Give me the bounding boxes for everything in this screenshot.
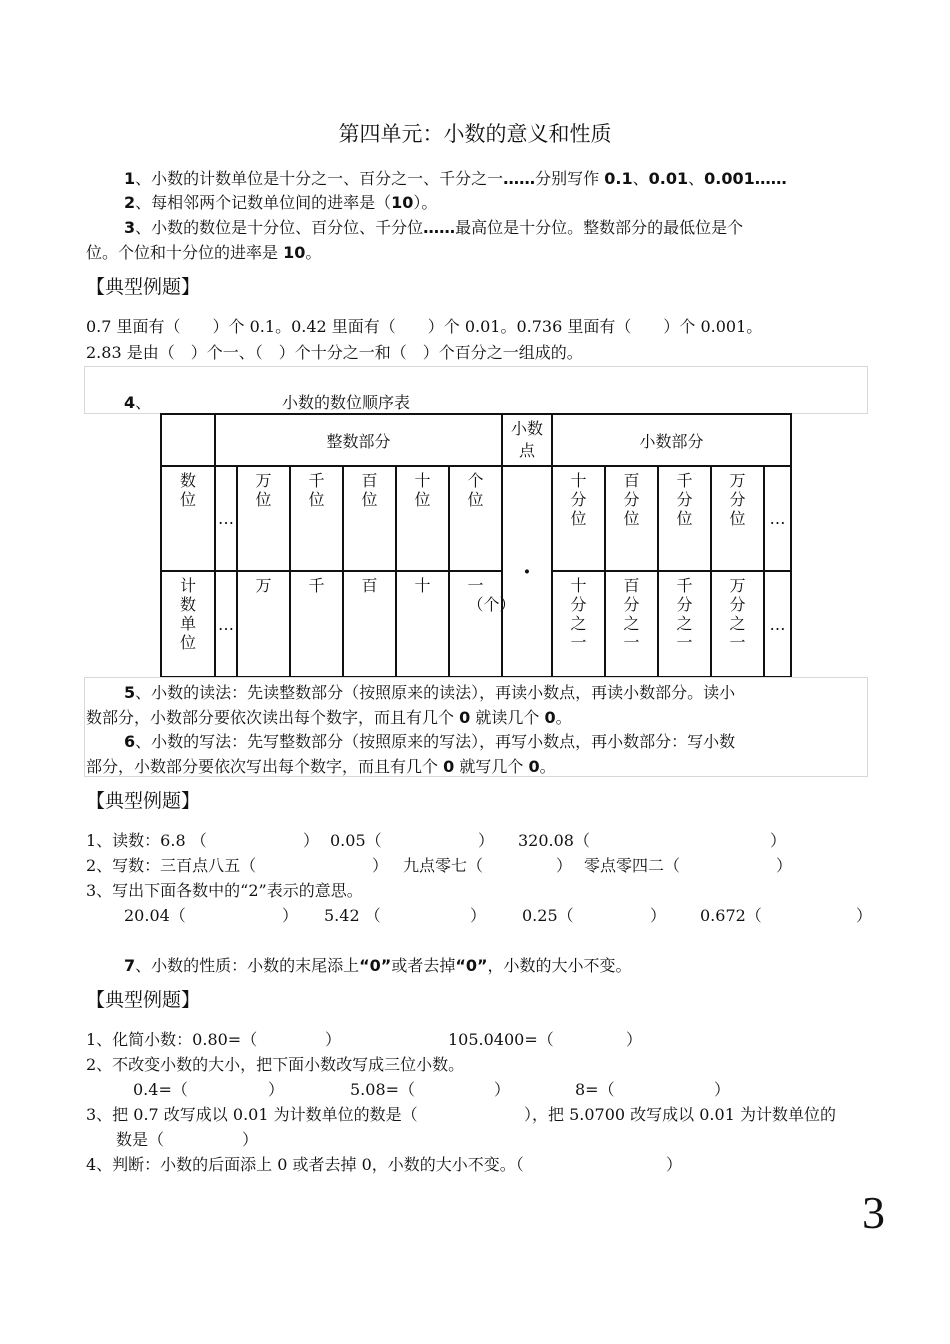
place-cell: 千位 <box>290 466 343 571</box>
rule-number: 5 <box>124 683 136 702</box>
place-cell: 十位 <box>396 466 449 571</box>
rule-text: 。 <box>305 243 322 262</box>
rule-text: 分别写作 <box>535 169 600 188</box>
bracket: ） <box>242 1130 259 1149</box>
rule-text: 。 <box>539 757 556 776</box>
rule-text: 位。个位和十分位的进率是 <box>86 243 279 262</box>
rule-text: 、每相邻两个记数单位间的进率是（ <box>135 193 392 212</box>
rule-3-continued <box>86 240 321 263</box>
place-cell: 百分位 <box>605 466 658 571</box>
unit-cell: 十分之一 <box>552 571 605 677</box>
bracket: ） <box>470 906 487 925</box>
decimal-point-header: 小数点 <box>502 414 552 466</box>
value: 0.01 <box>648 169 689 188</box>
bracket: ） <box>325 1030 342 1049</box>
rule-text: 部分，小数部分要依次写出每个数字，而且有几个 <box>86 757 439 776</box>
example-heading: 【典型例题】 <box>86 790 201 812</box>
example-line: 2、不改变小数的大小，把下面小数改写成三位小数。 <box>86 1055 465 1074</box>
example-line: ），把 5.0700 改写成以 0.01 为计数单位的 <box>524 1105 836 1124</box>
rule-5-continued <box>86 705 572 728</box>
value: 0 <box>459 708 471 727</box>
value: 0 <box>528 757 540 776</box>
example-line: 320.08（ <box>518 831 590 850</box>
rule-text: 就写几个 <box>459 757 524 776</box>
rule-number: 1 <box>124 169 136 188</box>
bracket: ） <box>856 906 873 925</box>
rule-text: 或者去掉 <box>391 956 456 975</box>
example-line: 1、读数：6.8 （ <box>86 831 207 850</box>
rule-text: ）。 <box>413 193 438 212</box>
value: 0 <box>544 708 556 727</box>
rule-number: 3 <box>124 218 136 237</box>
ellipsis: …… <box>503 169 536 188</box>
bracket: ） <box>282 906 299 925</box>
table-caption-box <box>84 366 868 414</box>
bracket: ） <box>494 1080 511 1099</box>
example-line: 0.672（ <box>700 906 762 925</box>
unit-cell: 百 <box>343 571 396 677</box>
example-line: 数是（ <box>116 1130 165 1149</box>
rule-text: ，小数的大小不变。 <box>487 956 632 975</box>
place-cell: 百位 <box>343 466 396 571</box>
value: 0.1 <box>604 169 633 188</box>
value: 10 <box>391 193 414 212</box>
table-corner <box>161 414 215 466</box>
rule-text: 。 <box>555 708 572 727</box>
bracket: ） <box>650 906 667 925</box>
row-label-places: 数位 <box>161 466 215 571</box>
bracket: ） <box>303 831 320 850</box>
example-line: 20.04（ <box>124 906 186 925</box>
table-caption <box>124 390 151 413</box>
page-title: 第四单元：小数的意义和性质 <box>338 122 612 146</box>
rule-number: 6 <box>124 732 136 751</box>
rule-5 <box>124 680 735 703</box>
bracket: ） <box>372 856 389 875</box>
rule-number: 4 <box>124 393 136 412</box>
value: “0” <box>455 956 488 975</box>
separator: 、 <box>632 169 649 188</box>
place-cell: 万位 <box>237 466 290 571</box>
ellipsis-cell: … <box>764 571 791 677</box>
example-line: 4、判断：小数的后面添上 0 或者去掉 0，小数的大小不变。（ <box>86 1155 524 1174</box>
rule-text: 、小数的性质：小数的末尾添上 <box>135 956 360 975</box>
unit-cell: 千分之一 <box>658 571 711 677</box>
example-line: 2、写数：三百点八五（ <box>86 856 257 875</box>
rule-text: 、小数的计数单位是十分之一、百分之一、千分之一 <box>135 169 504 188</box>
unit-cell: 万分之一 <box>711 571 764 677</box>
rule-text: 最高位是十分位。整数部分的最低位是个 <box>455 218 744 237</box>
unit-cell: 千 <box>290 571 343 677</box>
example-line: 0.4=（ <box>133 1080 188 1099</box>
place-cell: 个位 <box>449 466 502 571</box>
decimal-point-dot: · <box>502 466 552 677</box>
rule-text: 、小数的读法：先读整数部分（按照原来的读法），再读小数点，再读小数部分。读小 <box>135 683 736 702</box>
example-line: 5.08=（ <box>350 1080 416 1099</box>
rule-7 <box>124 953 632 976</box>
ellipsis: …… <box>423 218 456 237</box>
bracket: ） <box>770 831 787 850</box>
unit-cell: 十 <box>396 571 449 677</box>
ellipsis-cell: … <box>215 466 237 571</box>
place-value-table <box>160 413 792 678</box>
value: 10 <box>283 243 306 262</box>
example-heading: 【典型例题】 <box>86 989 201 1011</box>
rule-text: 、小数的数位是十分位、百分位、千分位 <box>135 218 424 237</box>
ellipsis-cell: … <box>215 571 237 677</box>
example-line: 0.7 里面有（ ）个 0.1。0.42 里面有（ ）个 0.01。0.736 里面有（ ）个 0.001。 <box>86 317 763 336</box>
place-cell: 千分位 <box>658 466 711 571</box>
rule-text: 数部分，小数部分要依次读出每个数字，而且有几个 <box>86 708 455 727</box>
integer-part-header: 整数部分 <box>215 414 502 466</box>
value: 0 <box>443 757 455 776</box>
rule-3 <box>124 215 743 238</box>
rule-1 <box>124 166 787 189</box>
bracket: ） <box>776 856 793 875</box>
example-line: 3、写出下面各数中的“2”表示的意思。 <box>86 881 363 900</box>
bracket: ） <box>626 1030 643 1049</box>
decimal-part-header: 小数部分 <box>552 414 791 466</box>
example-line: 2.83 是由（ ）个一、（ ）个十分之一和（ ）个百分之一组成的。 <box>86 343 583 362</box>
bracket: ） <box>478 831 495 850</box>
place-cell: 十分位 <box>552 466 605 571</box>
example-line: 5.42 （ <box>324 906 381 925</box>
rule-text: 就读几个 <box>475 708 540 727</box>
ellipsis-cell: … <box>764 466 791 571</box>
unit-cell: 万 <box>237 571 290 677</box>
value: “0” <box>359 956 392 975</box>
page-number: 3 <box>862 1187 885 1238</box>
example-line: 0.05（ <box>330 831 382 850</box>
example-line: 零点零四二（ <box>584 856 681 875</box>
place-cell: 万分位 <box>711 466 764 571</box>
bracket: ） <box>666 1155 683 1174</box>
unit-cell: 一（个） <box>449 571 502 677</box>
example-line: 0.25（ <box>522 906 574 925</box>
rule-number: 7 <box>124 956 136 975</box>
example-line: 九点零七（ <box>403 856 484 875</box>
rule-number: 2 <box>124 193 136 212</box>
rule-6 <box>124 729 735 752</box>
example-line: 3、把 0.7 改写成以 0.01 为计数单位的数是（ <box>86 1105 418 1124</box>
separator: 、 <box>135 393 152 412</box>
separator: 、 <box>688 169 705 188</box>
rule-2 <box>124 190 437 213</box>
bracket: ） <box>714 1080 731 1099</box>
unit-cell: 百分之一 <box>605 571 658 677</box>
value: 0.001…… <box>704 169 787 188</box>
bracket: ） <box>268 1080 285 1099</box>
example-line: 1、化简小数：0.80=（ <box>86 1030 258 1049</box>
rule-6-continued <box>86 754 556 777</box>
bracket: ） <box>556 856 573 875</box>
example-heading: 【典型例题】 <box>86 276 201 298</box>
row-label-units: 计数单位 <box>161 571 215 677</box>
table-caption-title: 小数的数位顺序表 <box>282 393 411 412</box>
example-line: 8=（ <box>575 1080 615 1099</box>
example-line: 105.0400=（ <box>448 1030 554 1049</box>
rule-text: 、小数的写法：先写整数部分（按照原来的写法），再写小数点，再小数部分：写小数 <box>135 732 736 751</box>
